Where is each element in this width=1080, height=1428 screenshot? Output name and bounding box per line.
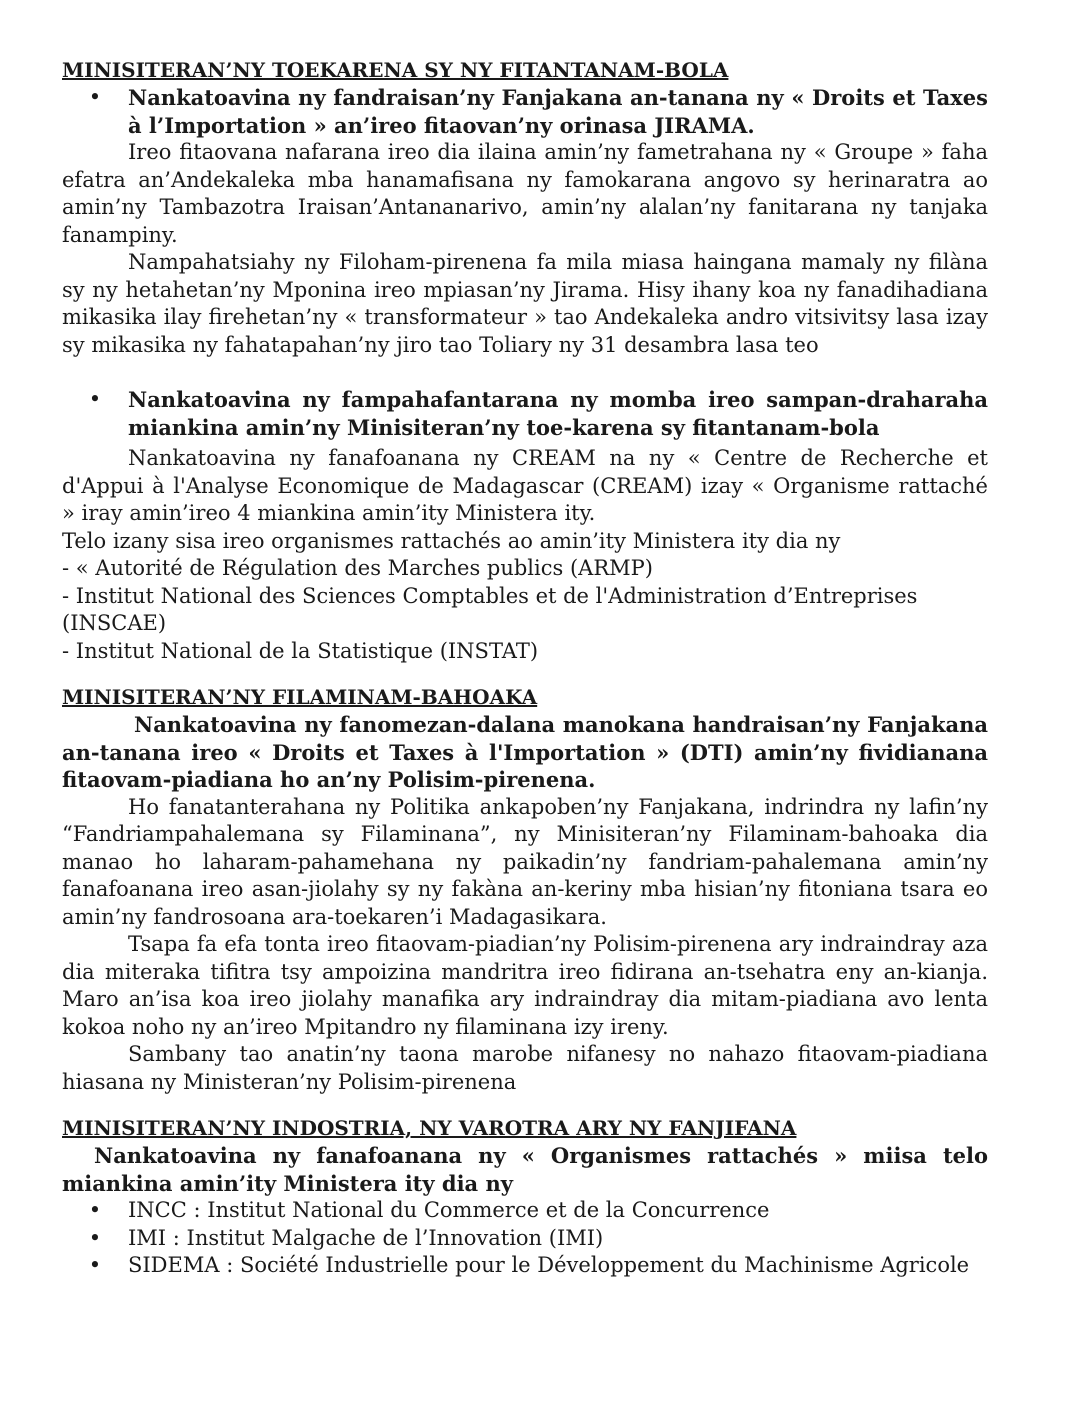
text-line: - Institut National de la Statistique (INSTAT) — [62, 638, 539, 663]
bullet-icon: • — [88, 387, 102, 411]
list-item — [62, 1252, 988, 1280]
bullet-text: Nankatoavina ny fandraisan’ny Fanjakana an-tanana ny « Droits et Taxes à l’Importation » an’ireo fitaovan’ny orinasa JIRAMA. — [128, 85, 988, 138]
list-item-text: INCC : Institut National du Commerce et de la Concurrence — [128, 1198, 770, 1222]
list-item-text: SIDEMA : Société Industrielle pour le Développement du Machinisme Agricole — [128, 1253, 970, 1277]
paragraph: Nampahatsiahy ny Filoham-pirenena fa mila miasa haingana mamaly ny filàna sy ny hetahetan’ny Mponina ireo mpiasan’ny Jirama. Hisy ihany koa ny fanadihadiana mikasika ilay firehetan’ny « transformateur » tao Andekaleka andro vitsivitsy lasa izay sy mikasika ny fahatapahan’ny jiro tao Toliary ny 31 desambra lasa teo — [62, 250, 988, 357]
text-line: - Institut National des Sciences Comptables et de l'Administration d’Entreprises (INSCAE) — [62, 583, 918, 635]
list-item — [62, 1197, 988, 1225]
bullet-icon: • — [88, 1198, 102, 1222]
paragraph: Ho fanatanterahana ny Politika ankapoben’ny Fanjakana, indrindra ny lafin’ny “Fandriampahalemana sy Filaminana”, ny Minisiteran’ny Filaminam-bahoaka dia manao ho laharam-pahamehana ny paikadin’ny fandriam-pahalemana amin’ny fanafoanana ireo asan-jiolahy sy ny fakàna an-keriny mba hisian’ny fitoniana tsara eo amin’ny fandrosoana ara-toekaren’i Madagasikara. — [62, 794, 988, 929]
bullet-text: Nankatoavina ny fampahafantarana ny momba ireo sampan-draharaha miankina amin’ny Minisiteran’ny toe-karena sy fitantanam-bola — [128, 387, 988, 440]
section-heading-indostria: MINISITERAN’NY INDOSTRIA, NY VAROTRA ARY NY FANJIFANA — [62, 1116, 797, 1140]
section-heading-toekarena: MINISITERAN’NY TOEKARENA SY NY FITANTANAM-BOLA — [62, 58, 729, 82]
text-line: - « Autorité de Régulation des Marches publics (ARMP) — [62, 556, 653, 580]
bullet-item — [62, 84, 988, 139]
section-heading-filaminam-bahoaka: MINISITERAN’NY FILAMINAM-BAHOAKA — [62, 685, 538, 709]
paragraph: Ireo fitaovana nafarana ireo dia ilaina amin’ny fametrahana ny « Groupe » faha efatra an’Andekaleka mba hanamafisana ny famokarana angovo sy herinaratra ao amin’ny Tambazotra Iraisan’Antananarivo, amin’ny alalan’ny fanitarana ny tanjaka fanampiny. — [62, 140, 988, 247]
list-item-text: IMI : Institut Malgache de l’Innovation (IMI) — [128, 1225, 604, 1250]
bold-paragraph: Nankatoavina ny fanafoanana ny « Organismes rattachés » miisa telo miankina amin’ity Ministera ity dia ny — [62, 1143, 988, 1196]
bullet-icon: • — [88, 1253, 102, 1277]
text-line: Telo izany sisa ireo organismes rattachés ao amin’ity Ministera ity dia ny — [62, 528, 841, 553]
bullet-item — [62, 386, 988, 441]
list-item — [62, 1225, 988, 1253]
bullet-icon: • — [88, 1225, 102, 1250]
paragraph: Nankatoavina ny fanafoanana ny CREAM na ny « Centre de Recherche et d'Appui à l'Analyse Economique de Madagascar (CREAM) izay « Organisme rattaché » iray amin’ireo 4 miankina amin’ity Ministera ity. — [62, 446, 988, 525]
paragraph: Sambany tao anatin’ny taona marobe nifanesy no nahazo fitaovam-piadiana hiasana ny Ministeran’ny Polisim-pirenena — [62, 1042, 988, 1094]
paragraph: Tsapa fa efa tonta ireo fitaovam-piadian’ny Polisim-pirenena ary indraindray aza dia miteraka tifitra tsy ampoizina mandritra ireo fidirana an-tsehatra eny an-kianja. Maro an’isa koa ireo jiolahy manafika ary indraindray dia mitam-piadiana avo lenta kokoa noho ny an’ireo Mpitandro ny filaminana izy ireny. — [62, 932, 988, 1039]
bold-paragraph: Nankatoavina ny fanomezan-dalana manokana handraisan’ny Fanjakana an-tanana ireo « Droits et Taxes à l'Importation » (DTI) amin’ny fividianana fitaovam-piadiana ho an’ny Polisim-pirenena. — [62, 712, 988, 792]
bullet-icon: • — [88, 85, 102, 109]
